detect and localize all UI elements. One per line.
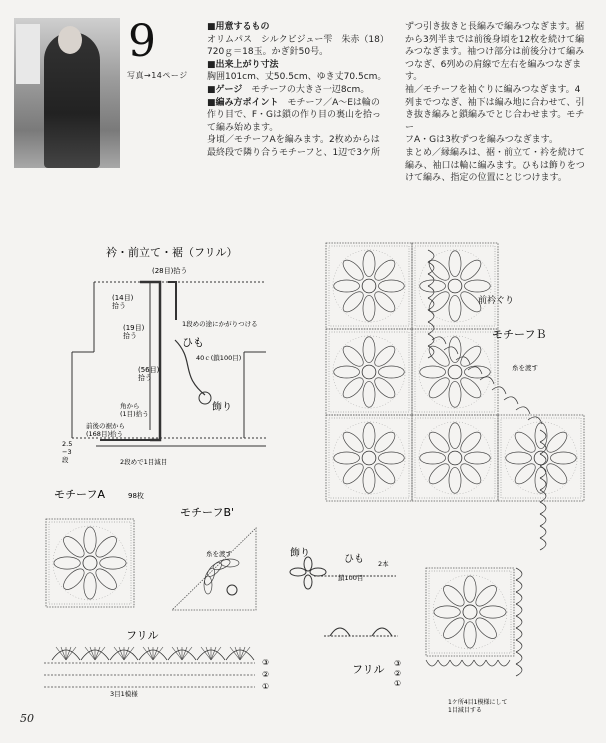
page-number: 50 <box>20 712 34 725</box>
instruction-line: ■用意するもの <box>207 22 270 32</box>
small-fan-chart <box>324 628 398 636</box>
label-front-neck: 前衿ぐり <box>478 296 515 306</box>
instruction-line: ■出来上がり寸法 <box>207 59 279 70</box>
pattern-number: 9 <box>128 16 156 67</box>
label-kazari2: 飾り <box>290 548 310 559</box>
instruction-line: て編み始めます。 <box>207 122 279 133</box>
instructions-col2 <box>405 21 593 185</box>
instruction-line: から3列半までは前後身頃を12枚を続けて編 <box>405 34 585 45</box>
instruction-line: ■編み方ポイント モチーフ／A〜Eは輪の <box>207 97 380 108</box>
motif-grid-chart <box>326 243 584 688</box>
instruction-line: 列までつなぎ、袖下は編み地に合わせて、引 <box>405 97 585 108</box>
label-rows28: (28目)拾う <box>152 267 188 275</box>
label-rows14: (14目)拾う <box>112 294 134 310</box>
photo-face <box>58 26 82 54</box>
crochet-diagram <box>0 230 606 714</box>
instruction-line: まとめ／縁編みは、裾・前立て・衿を続けて <box>405 147 586 158</box>
row-marker: ① <box>394 679 402 688</box>
photo-window <box>16 24 40 84</box>
row-marker: ② <box>262 670 270 679</box>
label-frill-rep: 3目1模様 <box>110 690 138 698</box>
label-rows56: (56目)拾う <box>138 366 160 382</box>
label-motifB: モチーフＢ <box>492 328 547 341</box>
row-marker: ② <box>394 669 402 678</box>
instruction-line: 胸囲101cm、丈50.5cm、ゆき丈70.5cm。 <box>207 72 387 83</box>
label-himo2-count: 2本 <box>378 560 389 568</box>
label-thread-note2: 糸を渡す <box>512 364 538 372</box>
instruction-line: 身頃／モチーフAを編みます。2枚めからは <box>207 135 380 146</box>
instructions-col1 <box>207 21 397 160</box>
label-frill: フリル <box>126 629 159 642</box>
motif-b2-chart <box>172 528 256 610</box>
motif-a-chart <box>46 519 134 607</box>
label-frill2: フリル <box>352 663 385 676</box>
label-note-1row: 1段めの途にかがりつける <box>182 320 258 328</box>
label-dim25: 2.5 −3 段 <box>62 440 73 464</box>
instruction-line: 作り目で、F・Gは鎖の作り目の裏山を拾っ <box>207 110 381 121</box>
label-himo: ひも <box>182 336 204 349</box>
row-marker: ① <box>262 682 270 691</box>
instruction-line: 袖／モチーフを袖ぐりに編みつなぎます。4 <box>405 84 581 95</box>
instruction-line: けて編み、指定の位置にとじつけます。 <box>405 173 567 184</box>
label-corner: 角から(1目)拾う <box>120 402 149 418</box>
instruction-line: ■ゲージ モチーフの大きさ一辺8cm。 <box>207 84 370 95</box>
label-motifA: モチーフA <box>54 488 105 501</box>
label-motifB2: モチーフB' <box>180 506 235 519</box>
label-himo2-len: 鎖100目 <box>338 574 364 582</box>
instruction-line: 最終段で隣り合うモチーフと、1辺で3ケ所 <box>207 147 381 158</box>
row-marker: ③ <box>262 658 270 667</box>
label-thread-note: 糸を渡す <box>206 550 232 558</box>
label-rep-note: 2段めで1目減目 <box>120 458 168 466</box>
label-motif-join: 1ケ所4目1模様にして 1目減目する <box>448 699 508 714</box>
instruction-line: みつなぎます。袖つけ部分は前後分けて編み <box>405 47 585 58</box>
collar-title: 衿・前立て・裾（フリル） <box>106 246 238 259</box>
instruction-line: き抜き編みと鎖編みでとじ合わせます。モチー <box>405 110 585 133</box>
row-marker: ③ <box>394 659 402 668</box>
instruction-line: つなぎ、6列めの肩線で左右を編みつなぎます。 <box>405 59 582 83</box>
instruction-line: フA・Gは3枚ずつを編みつなぎます。 <box>405 135 558 146</box>
photo-caption: 写真→14ページ <box>127 71 188 80</box>
instruction-line: 編み、袖口は輪に編みます。ひもは飾りをつ <box>405 160 585 171</box>
label-motifA-count: 98枚 <box>128 492 144 500</box>
label-front-hem: 前後の裾から(168目)拾う <box>86 422 125 438</box>
frill-chart <box>44 647 269 691</box>
label-rows19: (19目)拾う <box>123 324 145 340</box>
label-kazari: 飾り <box>212 402 232 413</box>
instruction-line: オリムパス シルクビジュー雫 朱赤（18） <box>207 34 389 45</box>
label-himo-len: 40ｃ(鎖100目) <box>196 354 242 362</box>
instruction-line: ずつ引き抜きと長編みで編みつなぎます。裾 <box>405 22 585 32</box>
label-himo2: ひも <box>344 554 364 565</box>
model-photo <box>14 18 120 168</box>
instruction-line: 720ｇ＝18玉。かぎ針50号。 <box>207 47 329 58</box>
